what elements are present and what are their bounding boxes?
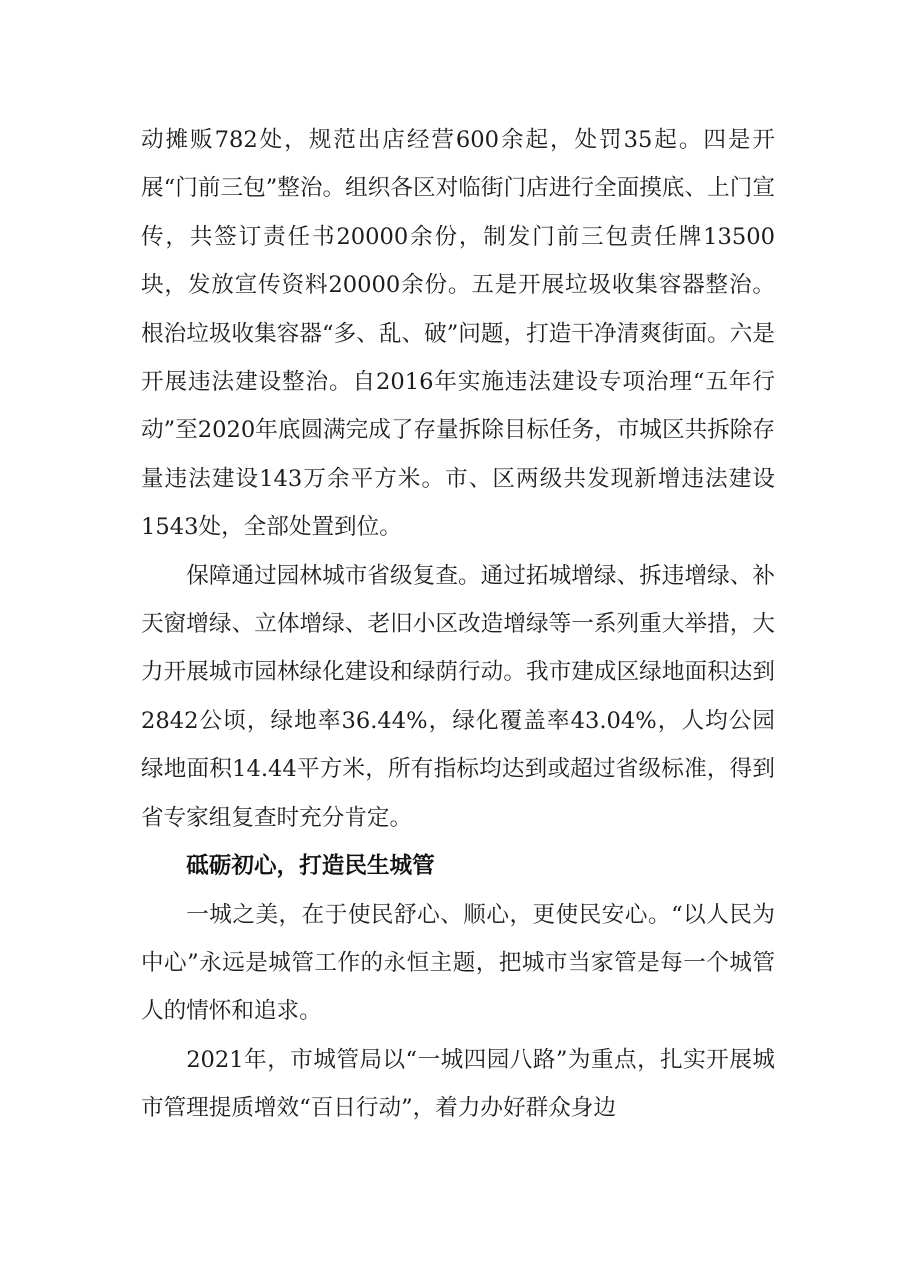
paragraph-2021-actions: 2021年，市城管局以“一城四园八路”为重点，扎实开展城市管理提质增效“百日行动”，着力办好群众身边 [141, 1046, 775, 1122]
section-heading: 砥砺初心，打造民生城管 [186, 853, 435, 880]
paragraph-garden-city-review: 保障通过园林城市省级复查。通过拓城增绿、拆违增绿、补天窗增绿、立体增绿、老旧小区改造增绿等一系列重大举措，大力开展城市园林绿化建设和绿荫行动。我市建成区绿地面积达到2842公顷，绿地率36.44%，绿化覆盖率43.04%，人均公园绿地面积14.44平方米，所有指标均达到或超过省级标准，得到省专家组复查时充分肯定。 [141, 562, 775, 831]
paragraph-city-beauty: 一城之美，在于使民舒心、顺心，更使民安心。“以人民为中心”永远是城管工作的永恒主题，把城市当家管是每一个城管人的情怀和追求。 [141, 901, 775, 1025]
document-page [141, 116, 775, 1133]
paragraph-remediation-actions: 动摊贩782处，规范出店经营600余起，处罚35起。四是开展“门前三包”整治。组织各区对临街门店进行全面摸底、上门宣传，共签订责任书20000余份，制发门前三包责任牌13500块，发放宣传资料20000余份。五是开展垃圾收集容器整治。根治垃圾收集容器“多、乱、破”问题，打造干净清爽街面。六是开展违法建设整治。自2016年实施违法建设专项治理“五年行动”至2020年底圆满完成了存量拆除目标任务，市城区共拆除存量违法建设143万余平方米。市、区两级共发现新增违法建设1543处，全部处置到位。 [141, 127, 775, 541]
